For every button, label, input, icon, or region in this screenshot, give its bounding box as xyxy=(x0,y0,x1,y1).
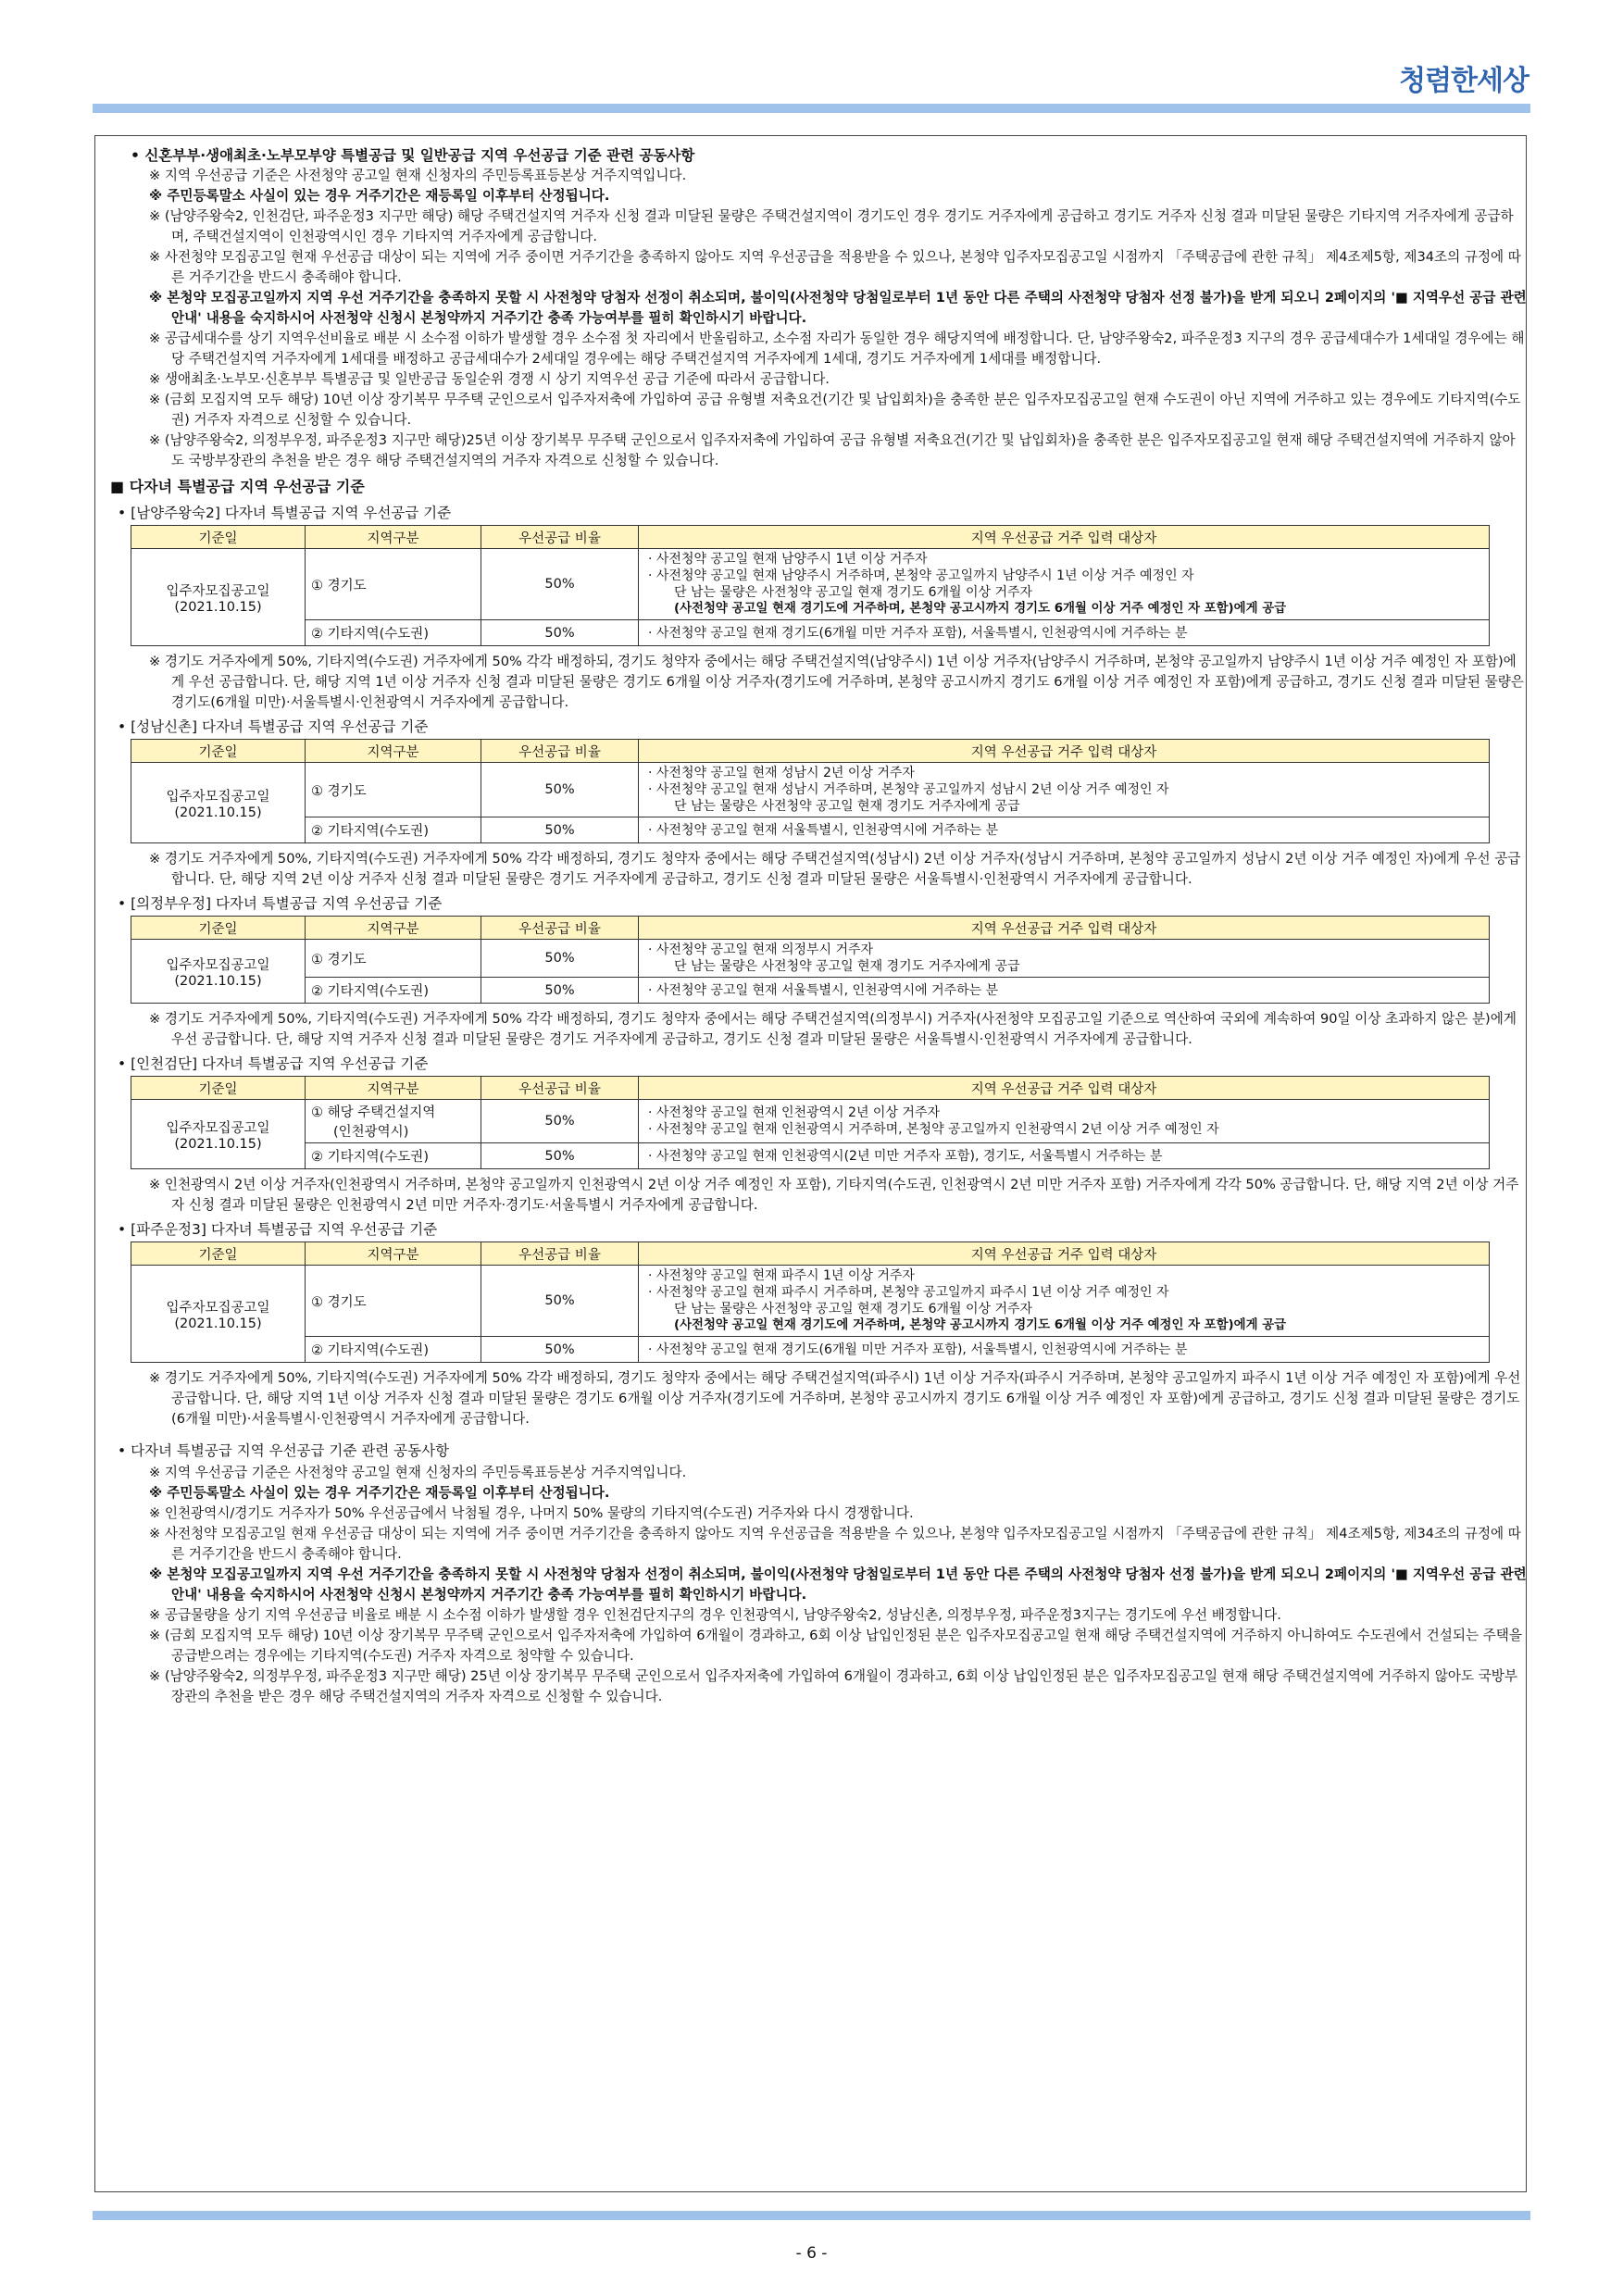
common2-note: ※ 공급물량을 상기 지역 우선공급 비율로 배분 시 소수점 이하가 발생할 경우 인천검단지구의 경우 인천광역시, 남양주왕숙2, 성남신촌, 의정부우정, 파주운정3지구는 경기도에 우선 배정합니다. xyxy=(149,1607,1281,1623)
ratio-cell: 50% xyxy=(481,1143,639,1169)
th-target: 지역 우선공급 거주 입력 대상자 xyxy=(639,1077,1490,1100)
common1-note: ※ 주민등록말소 사실이 있는 경우 거주기간은 재등록일 이후부터 산정됩니다. xyxy=(149,188,610,204)
common2-note: ※ 지역 우선공급 기준은 사전청약 공고일 현재 신청자의 주민등록표등본상 거주지역입니다. xyxy=(149,1465,687,1480)
ratio-cell: 50% xyxy=(481,763,639,817)
common1-note: ※ 생애최초·노부모·신혼부부 특별공급 및 일반공급 동일순위 경쟁 시 상기 지역우선 공급 기준에 따라서 공급합니다. xyxy=(149,371,830,387)
bottom-bar xyxy=(93,2211,1530,2220)
uijeongbu-table xyxy=(131,916,1490,1004)
common2-note: ※ 주민등록말소 사실이 있는 경우 거주기간은 재등록일 이후부터 산정됩니다. xyxy=(149,1485,610,1501)
common1-title: • 신혼부부·생애최초·노부모부양 특별공급 및 일반공급 지역 우선공급 기준 관련 공동사항 xyxy=(131,147,695,164)
ratio-cell: 50% xyxy=(481,940,639,978)
common2-note: ※ 사전청약 모집공고일 현재 우선공급 대상이 되는 지역에 거주 중이면 거주기간을 충족하지 않아도 지역 우선공급을 적용받을 수 있으나, 본청약 입주자모집공고일 시점까지 「주택공급에 관한 규칙」 제4조제5항, 제34조의 규정에 따른 거주기간을 반드시 충족해야 합니다. xyxy=(149,1526,1521,1562)
th-region: 지역구분 xyxy=(306,1242,481,1266)
base-date-cell: 입주자모집공고일 (2021.10.15) xyxy=(131,1266,306,1363)
region-cell: ① 해당 주택건설지역 (인천광역시) xyxy=(306,1100,481,1143)
common2-title: • 다자녀 특별공급 지역 우선공급 기준 관련 공동사항 xyxy=(118,1442,450,1459)
ratio-cell: 50% xyxy=(481,1266,639,1337)
subsection-title: • [성남신촌] 다자녀 특별공급 지역 우선공급 기준 xyxy=(118,718,429,735)
th-region: 지역구분 xyxy=(306,1077,481,1100)
ratio-cell: 50% xyxy=(481,1100,639,1143)
base-date-cell: 입주자모집공고일 (2021.10.15) xyxy=(131,549,306,646)
common2-note: ※ 인천광역시/경기도 거주자가 50% 우선공급에서 낙첨될 경우, 나머지 50% 물량의 기타지역(수도권) 거주자와 다시 경쟁합니다. xyxy=(149,1505,914,1521)
target-cell: · 사전청약 공고일 현재 남양주시 1년 이상 거주자 · 사전청약 공고일 현재 남양주시 거주하며, 본청약 공고일까지 남양주시 1년 이상 거주 예정인 자 단 남는 물량은 사전청약 공고일 현재 경기도 6개월 이상 거주자 (사전청약 공고일 현재 경기도에 거주하며, 본청약 공고시까지 경기도 6개월 이상 거주 예정인 자 포함)에게 공급 xyxy=(639,549,1490,620)
th-base-date: 기준일 xyxy=(131,526,306,549)
target-cell: · 사전청약 공고일 현재 서울특별시, 인천광역시에 거주하는 분 xyxy=(639,817,1490,843)
ratio-cell: 50% xyxy=(481,817,639,843)
ratio-cell: 50% xyxy=(481,1337,639,1363)
common2-note: ※ (금회 모집지역 모두 해당) 10년 이상 장기복무 무주택 군인으로서 입주자저축에 가입하여 6개월이 경과하고, 6회 이상 납입인정된 분은 입주자모집공고일 현재 해당 주택건설지역에 거주하지 아니하여도 수도권에서 건설되는 주택을 공급받으려는 경우에는 기타지역(수도권) 거주자 자격으로 청약할 수 있습니다. xyxy=(149,1628,1522,1664)
common1-note: ※ (금회 모집지역 모두 해당) 10년 이상 장기복무 무주택 군인으로서 입주자저축에 가입하여 공급 유형별 저축요건(기간 및 납입회차)을 충족한 분은 입주자모집공고일 현재 수도권이 아닌 지역에 거주하고 있는 경우에도 기타지역(수도권) 거주자 자격으로 신청할 수 있습니다. xyxy=(149,392,1521,428)
seongnam-table xyxy=(131,739,1490,843)
common1-note: ※ 지역 우선공급 기준은 사전청약 공고일 현재 신청자의 주민등록표등본상 거주지역입니다. xyxy=(149,168,687,183)
page-number: - 6 - xyxy=(795,2244,828,2263)
table-note: ※ 경기도 거주자에게 50%, 기타지역(수도권) 거주자에게 50% 각각 배정하되, 경기도 청약자 중에서는 해당 주택건설지역(성남시) 2년 이상 거주자(성남시 거주하며, 본청약 공고일까지 성남시 2년 이상 거주 예정인 자)에게 우선 공급합니다. 단, 해당 지역 2년 이상 거주자 신청 결과 미달된 물량은 경기도 거주자에게 공급하고, 경기도 신청 결과 미달된 물량은 서울특별시·인천광역시 거주자에게 공급합니다. xyxy=(149,851,1521,887)
common2-note: ※ 본청약 모집공고일까지 지역 우선 거주기간을 충족하지 못할 시 사전청약 당첨자 선정이 취소되며, 불이익(사전청약 당첨일로부터 1년 동안 다른 주택의 사전청약 당첨자 선정 불가)을 받게 되오니 2페이지의 '■ 지역우선 공급 관련 안내' 내용을 숙지하시어 사전청약 신청시 본청약까지 거주기간 충족 가능여부를 필히 확인하시기 바랍니다. xyxy=(149,1566,1527,1603)
th-ratio: 우선공급 비율 xyxy=(481,1242,639,1266)
region-cell: ① 경기도 xyxy=(306,1266,481,1337)
th-region: 지역구분 xyxy=(306,740,481,763)
table-note: ※ 경기도 거주자에게 50%, 기타지역(수도권) 거주자에게 50% 각각 배정하되, 경기도 청약자 중에서는 해당 주택건설지역(남양주시) 1년 이상 거주자(남양주시 거주하며, 본청약 공고일까지 남양주시 1년 이상 거주 예정인 자 포함)에게 우선 공급합니다. 단, 해당 지역 1년 이상 거주자 신청 결과 미달된 물량은 경기도 6개월 이상 거주자(경기도에 거주하며, 본청약 공고시까지 경기도 6개월 이상 거주 예정인 자 포함)에게 공급하고, 경기도 신청 결과 미달된 물량은 경기도(6개월 미만)·서울특별시·인천광역시 거주자에게 공급합니다. xyxy=(149,654,1524,710)
target-cell: · 사전청약 공고일 현재 성남시 2년 이상 거주자 · 사전청약 공고일 현재 성남시 거주하며, 본청약 공고일까지 성남시 2년 이상 거주 예정인 자 단 남는 물량은 사전청약 공고일 현재 경기도 거주자에게 공급 xyxy=(639,763,1490,817)
subsection-title: • [인천검단] 다자녀 특별공급 지역 우선공급 기준 xyxy=(118,1055,429,1072)
target-cell: · 사전청약 공고일 현재 인천광역시 2년 이상 거주자 · 사전청약 공고일 현재 인천광역시 거주하며, 본청약 공고일까지 인천광역시 2년 이상 거주 예정인 자 xyxy=(639,1100,1490,1143)
th-ratio: 우선공급 비율 xyxy=(481,740,639,763)
paju-table xyxy=(131,1242,1490,1363)
region-cell: ② 기타지역(수도권) xyxy=(306,620,481,646)
th-base-date: 기준일 xyxy=(131,1242,306,1266)
th-base-date: 기준일 xyxy=(131,740,306,763)
common2-note: ※ (남양주왕숙2, 의정부우정, 파주운정3 지구만 해당) 25년 이상 장기복무 무주택 군인으로서 입주자저축에 가입하여 6개월이 경과하고, 6회 이상 납입인정된 분은 입주자모집공고일 현재 해당 주택건설지역에 거주하지 않아도 국방부장관의 추천을 받은 경우 해당 주택건설지역의 거주자 자격으로 신청할 수 있습니다. xyxy=(149,1668,1518,1704)
th-base-date: 기준일 xyxy=(131,917,306,940)
section-title: ■ 다자녀 특별공급 지역 우선공급 기준 xyxy=(110,478,365,495)
region-cell: ① 경기도 xyxy=(306,549,481,620)
target-cell: · 사전청약 공고일 현재 서울특별시, 인천광역시에 거주하는 분 xyxy=(639,978,1490,1004)
common1-note: ※ (남양주왕숙2, 인천검단, 파주운정3 지구만 해당) 해당 주택건설지역 거주자 신청 결과 미달된 물량은 주택건설지역이 경기도인 경우 경기도 거주자에게 공급하고 경기도 거주자 신청 결과 미달된 물량은 기타지역 거주자에게 공급하며, 주택건설지역이 인천광역시인 경우 기타지역 거주자에게 공급합니다. xyxy=(149,208,1514,244)
region-cell: ① 경기도 xyxy=(306,940,481,978)
region-cell: ② 기타지역(수도권) xyxy=(306,1337,481,1363)
subsection-title: • [의정부우정] 다자녀 특별공급 지역 우선공급 기준 xyxy=(118,895,443,912)
th-ratio: 우선공급 비율 xyxy=(481,917,639,940)
subsection-title: • [파주운정3] 다자녀 특별공급 지역 우선공급 기준 xyxy=(118,1221,438,1238)
th-ratio: 우선공급 비율 xyxy=(481,526,639,549)
target-cell: · 사전청약 공고일 현재 인천광역시(2년 미만 거주자 포함), 경기도, 서울특별시 거주하는 분 xyxy=(639,1143,1490,1169)
base-date-cell: 입주자모집공고일 (2021.10.15) xyxy=(131,940,306,1004)
region-cell: ② 기타지역(수도권) xyxy=(306,817,481,843)
table-note: ※ 경기도 거주자에게 50%, 기타지역(수도권) 거주자에게 50% 각각 배정하되, 경기도 청약자 중에서는 해당 주택건설지역(의정부시) 거주자(사전청약 모집공고일 기준으로 역산하여 국외에 계속하여 90일 이상 초과하지 않은 분)에게 우선 공급합니다. 단, 해당 지역 거주자 신청 결과 미달된 물량은 경기도 거주자에게 공급하고, 경기도 신청 결과 미달된 물량은 서울특별시·인천광역시 거주자에게 공급합니다. xyxy=(149,1011,1517,1047)
th-region: 지역구분 xyxy=(306,526,481,549)
ratio-cell: 50% xyxy=(481,620,639,646)
common1-note: ※ 공급세대수를 상기 지역우선비율로 배분 시 소수점 이하가 발생할 경우 소수점 첫 자리에서 반올림하고, 소수점 자리가 동일한 경우 해당지역에 배정합니다. 단, 남양주왕숙2, 파주운정3 지구의 경우 공급세대수가 1세대일 경우에는 해당 주택건설지역 거주자에게 1세대를 배정하고 공급세대수가 2세대일 경우에는 해당 주택건설지역 거주자에게 1세대, 경기도 거주자에게 1세대를 배정합니다. xyxy=(149,331,1525,367)
th-region: 지역구분 xyxy=(306,917,481,940)
th-target: 지역 우선공급 거주 입력 대상자 xyxy=(639,917,1490,940)
target-cell: · 사전청약 공고일 현재 파주시 1년 이상 거주자 · 사전청약 공고일 현재 파주시 거주하며, 본청약 공고일까지 파주시 1년 이상 거주 예정인 자 단 남는 물량은 사전청약 공고일 현재 경기도 6개월 이상 거주자 (사전청약 공고일 현재 경기도에 거주하며, 본청약 공고시까지 경기도 6개월 이상 거주 예정인 자 포함)에게 공급 xyxy=(639,1266,1490,1337)
base-date-cell: 입주자모집공고일 (2021.10.15) xyxy=(131,1100,306,1169)
region-cell: ② 기타지역(수도권) xyxy=(306,1143,481,1169)
common1-note: ※ 사전청약 모집공고일 현재 우선공급 대상이 되는 지역에 거주 중이면 거주기간을 충족하지 않아도 지역 우선공급을 적용받을 수 있으나, 본청약 입주자모집공고일 시점까지 「주택공급에 관한 규칙」 제4조제5항, 제34조의 규정에 따른 거주기간을 반드시 충족해야 합니다. xyxy=(149,249,1521,285)
th-target: 지역 우선공급 거주 입력 대상자 xyxy=(639,1242,1490,1266)
ratio-cell: 50% xyxy=(481,549,639,620)
base-date-cell: 입주자모집공고일 (2021.10.15) xyxy=(131,763,306,843)
ratio-cell: 50% xyxy=(481,978,639,1004)
th-ratio: 우선공급 비율 xyxy=(481,1077,639,1100)
common1-note: ※ 본청약 모집공고일까지 지역 우선 거주기간을 충족하지 못할 시 사전청약 당첨자 선정이 취소되며, 불이익(사전청약 당첨일로부터 1년 동안 다른 주택의 사전청약 당첨자 선정 불가)을 받게 되오니 2페이지의 '■ 지역우선 공급 관련 안내' 내용을 숙지하시어 사전청약 신청시 본청약까지 거주기간 충족 가능여부를 필히 확인하시기 바랍니다. xyxy=(149,290,1527,326)
namyang-table xyxy=(131,525,1490,646)
common1-note: ※ (남양주왕숙2, 의정부우정, 파주운정3 지구만 해당)25년 이상 장기복무 무주택 군인으로서 입주자저축에 가입하여 공급 유형별 저축요건(기간 및 납입회차)을 충족한 분은 입주자모집공고일 현재 해당 주택건설지역에 거주하지 않아도 국방부장관의 추천을 받은 경우 해당 주택건설지역의 거주자 자격으로 신청할 수 있습니다. xyxy=(149,432,1516,468)
region-cell: ② 기타지역(수도권) xyxy=(306,978,481,1004)
logo: 청렴한세상 xyxy=(1399,65,1529,97)
th-target: 지역 우선공급 거주 입력 대상자 xyxy=(639,526,1490,549)
incheon-table xyxy=(131,1076,1490,1169)
table-note: ※ 경기도 거주자에게 50%, 기타지역(수도권) 거주자에게 50% 각각 배정하되, 경기도 청약자 중에서는 해당 주택건설지역(파주시) 1년 이상 거주자(파주시 거주하며, 본청약 공고일까지 파주시 1년 이상 거주 예정인 자 포함)에게 우선 공급합니다. 단, 해당 지역 1년 이상 거주자 신청 결과 미달된 물량은 경기도 6개월 이상 거주자(경기도에 거주하며, 본청약 공고시까지 경기도 6개월 이상 거주 예정인 자 포함)에게 공급하고, 경기도 신청 결과 미달된 물량은 경기도(6개월 미만)·서울특별시·인천광역시 거주자에게 공급합니다. xyxy=(149,1370,1521,1427)
content-frame xyxy=(94,135,1527,2192)
top-bar xyxy=(93,104,1530,113)
subsection-title: • [남양주왕숙2] 다자녀 특별공급 지역 우선공급 기준 xyxy=(118,505,452,521)
target-cell: · 사전청약 공고일 현재 경기도(6개월 미만 거주자 포함), 서울특별시, 인천광역시에 거주하는 분 xyxy=(639,1337,1490,1363)
target-cell: · 사전청약 공고일 현재 경기도(6개월 미만 거주자 포함), 서울특별시, 인천광역시에 거주하는 분 xyxy=(639,620,1490,646)
th-target: 지역 우선공급 거주 입력 대상자 xyxy=(639,740,1490,763)
th-base-date: 기준일 xyxy=(131,1077,306,1100)
table-note: ※ 인천광역시 2년 이상 거주자(인천광역시 거주하며, 본청약 공고일까지 인천광역시 2년 이상 거주 예정인 자 포함), 기타지역(수도권, 인천광역시 2년 미만 거주자 포함) 거주자에게 각각 50% 공급합니다. 단, 해당 지역 2년 이상 거주자 신청 결과 미달된 물량은 인천광역시 2년 미만 거주자·경기도·서울특별시 거주자에게 공급합니다. xyxy=(149,1177,1519,1213)
target-cell: · 사전청약 공고일 현재 의정부시 거주자 단 남는 물량은 사전청약 공고일 현재 경기도 거주자에게 공급 xyxy=(639,940,1490,978)
region-cell: ① 경기도 xyxy=(306,763,481,817)
